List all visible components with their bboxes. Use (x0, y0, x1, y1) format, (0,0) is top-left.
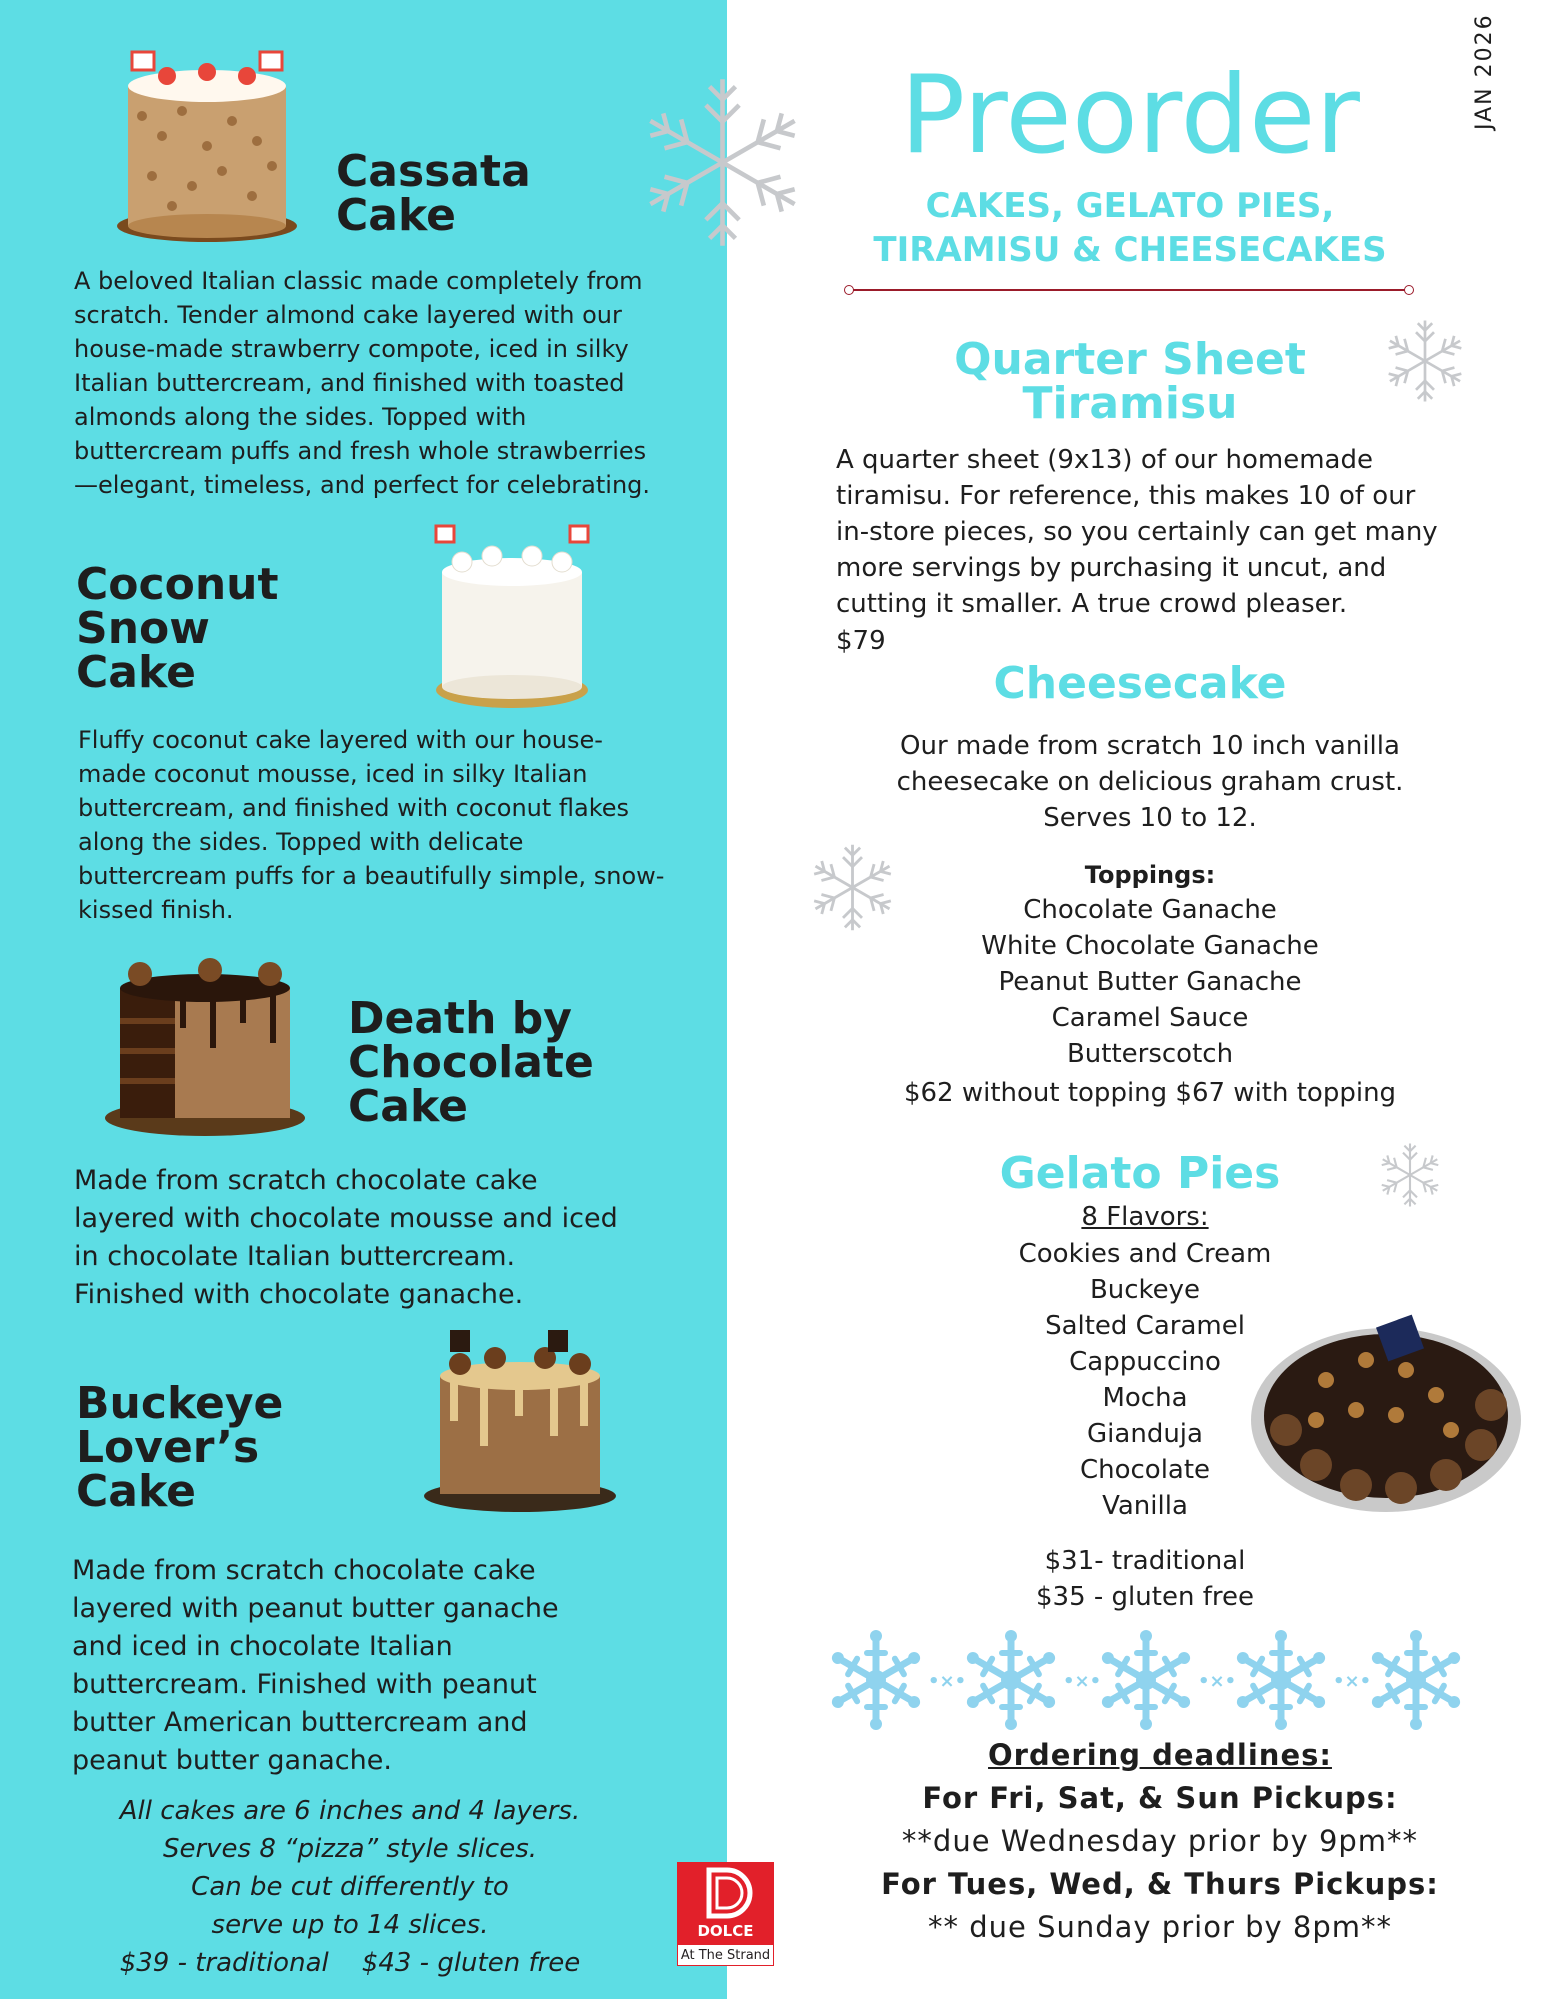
flavor-item: Cookies and Cream (1018, 1239, 1272, 1269)
weekday-pickup-deadline: ** due Sunday prior by 8pm** (928, 1910, 1392, 1944)
coconut-title-line1: Coconut (76, 559, 279, 610)
footnote-line2: Serves 8 “pizza” style slices. (162, 1834, 538, 1864)
cheesecake-price: $62 without topping $67 with topping (903, 1078, 1397, 1108)
divider-dot-left (844, 285, 854, 295)
flavor-item: Cappuccino (1069, 1347, 1221, 1377)
coconut-description: Fluffy coconut cake layered with our house-made coconut mousse, iced in silky Italian buttercream, and finished with coconut flakes along the sides. Topped with delicate buttercream puffs for a beautifully simple, snow-kissed finish. (78, 726, 665, 924)
coconut-title-line3: Cake (76, 647, 196, 698)
cake-footnote (70, 1792, 630, 1982)
buckeye-title-line2: Lover’s (76, 1422, 260, 1473)
tiramisu-price: $79 (836, 626, 886, 656)
chocolate-title-line2: Chocolate (348, 1037, 594, 1088)
cheesecake-description (820, 728, 1480, 836)
flavor-item: Vanilla (1102, 1491, 1188, 1521)
coconut-title (76, 559, 279, 698)
cheesecake-line2: cheesecake on delicious graham crust. (896, 767, 1404, 797)
cassata-title (336, 146, 531, 241)
logo-mark (677, 1862, 774, 1944)
buckeye-title (76, 1378, 284, 1517)
issue-date: JAN 2026 (1472, 13, 1497, 130)
snowflake-icon (1380, 316, 1470, 406)
ordering-deadlines (830, 1734, 1490, 1949)
deadlines-title: Ordering deadlines: (988, 1738, 1332, 1772)
tiramisu-description: A quarter sheet (9x13) of our homemade tiramisu. For reference, this makes 10 of our in-store pieces, so you certainly can get many more servings by purchasing it uncut, and cutting it smaller. A true crowd pleaser. (836, 445, 1438, 619)
footnote-line1: All cakes are 6 inches and 4 layers. (119, 1796, 581, 1826)
cassata-description: A beloved Italian classic made completely from scratch. Tender almond cake layered with our house-made strawberry compote, iced in silky Italian buttercream, and finished with toasted almonds along the sides. Topped with buttercream puffs and fresh whole strawberries—elegant, timeless, and perfect for celebrating. (74, 267, 651, 499)
weekend-pickup-deadline: **due Wednesday prior by 9pm** (901, 1824, 1419, 1858)
chocolate-title-line1: Death by (348, 993, 572, 1044)
flavor-item: Salted Caramel (1045, 1311, 1245, 1341)
buckeye-title-line3: Cake (76, 1466, 196, 1517)
topping-item: Butterscotch (1066, 1039, 1234, 1069)
cassata-title-line2: Cake (336, 190, 456, 241)
gelato-prices (945, 1543, 1345, 1615)
flavor-item: Mocha (1102, 1383, 1188, 1413)
snowflake-icon (630, 70, 815, 255)
footnote-line4: serve up to 14 slices. (211, 1910, 489, 1940)
page-subtitle (790, 184, 1470, 272)
tiramisu-title-line2: Tiramisu (1022, 378, 1238, 429)
topping-item: Peanut Butter Ganache (998, 967, 1302, 997)
page-title: Preorder (900, 53, 1360, 178)
svg-text:•×•: •×• (928, 1671, 967, 1692)
cheesecake-line1: Our made from scratch 10 inch vanilla (900, 731, 1400, 761)
footnote-line3: Can be cut differently to (191, 1872, 509, 1902)
gelato-title: Gelato Pies (999, 1148, 1281, 1199)
cassata-cake-image (112, 46, 302, 246)
flavor-item: Gianduja (1087, 1419, 1203, 1449)
logo-d-icon (677, 1864, 774, 1924)
snowflake-banner (826, 1630, 1486, 1730)
svg-text:•×•: •×• (1333, 1671, 1372, 1692)
topping-item: Caramel Sauce (1051, 1003, 1249, 1033)
buckeye-title-line1: Buckeye (76, 1378, 284, 1429)
chocolate-description: Made from scratch chocolate cake layered with chocolate mousse and iced in chocolate Italian buttercream. Finished with chocolate ganache. (74, 1165, 618, 1310)
buckeye-cake-image (420, 1326, 620, 1516)
snowflake-icon (1375, 1140, 1445, 1210)
topping-item: White Chocolate Ganache (981, 931, 1319, 961)
coconut-cake-image (432, 522, 592, 712)
toppings-label: Toppings: (1084, 861, 1216, 889)
topping-item: Chocolate Ganache (1023, 895, 1277, 925)
toppings-list (880, 892, 1420, 1072)
chocolate-title (348, 993, 594, 1132)
svg-text:•×•: •×• (1063, 1671, 1102, 1692)
cheesecake-line3: Serves 10 to 12. (1043, 803, 1257, 833)
gelato-price-traditional: $31- traditional (1044, 1546, 1246, 1576)
flavor-item: Chocolate (1079, 1455, 1211, 1485)
cheesecake-title: Cheesecake (993, 658, 1287, 709)
weekend-pickup-label: For Fri, Sat, & Sun Pickups: (922, 1781, 1398, 1815)
gelato-price-gf: $35 - gluten free (1036, 1582, 1254, 1612)
logo-name: DOLCE (697, 1922, 754, 1940)
footnote-line5: $39 - traditional $43 - gluten free (119, 1948, 581, 1978)
buckeye-description: Made from scratch chocolate cake layered with peanut butter ganache and iced in chocolate Italian buttercream. Finished with peanut butter American buttercream and peanut butter ganache. (72, 1555, 559, 1776)
subtitle-line2: TIRAMISU & CHEESECAKES (873, 230, 1387, 270)
coconut-title-line2: Snow (76, 603, 210, 654)
subtitle-line1: CAKES, GELATO PIES, (925, 186, 1335, 226)
weekday-pickup-label: For Tues, Wed, & Thurs Pickups: (881, 1867, 1439, 1901)
logo-tagline: At The Strand (677, 1944, 774, 1966)
flavor-item: Buckeye (1089, 1275, 1201, 1305)
title-divider (849, 289, 1409, 291)
svg-text:•×•: •×• (1198, 1671, 1237, 1692)
divider-dot-right (1404, 285, 1414, 295)
gelato-pie-image (1246, 1300, 1526, 1520)
dolce-logo (677, 1862, 774, 1966)
tiramisu-title (880, 334, 1380, 429)
gelato-flavors-label: 8 Flavors: (1081, 1202, 1209, 1232)
cassata-title-line1: Cassata (336, 146, 531, 197)
chocolate-cake-image (100, 948, 310, 1138)
tiramisu-title-line1: Quarter Sheet (954, 334, 1306, 385)
chocolate-title-line3: Cake (348, 1081, 468, 1132)
